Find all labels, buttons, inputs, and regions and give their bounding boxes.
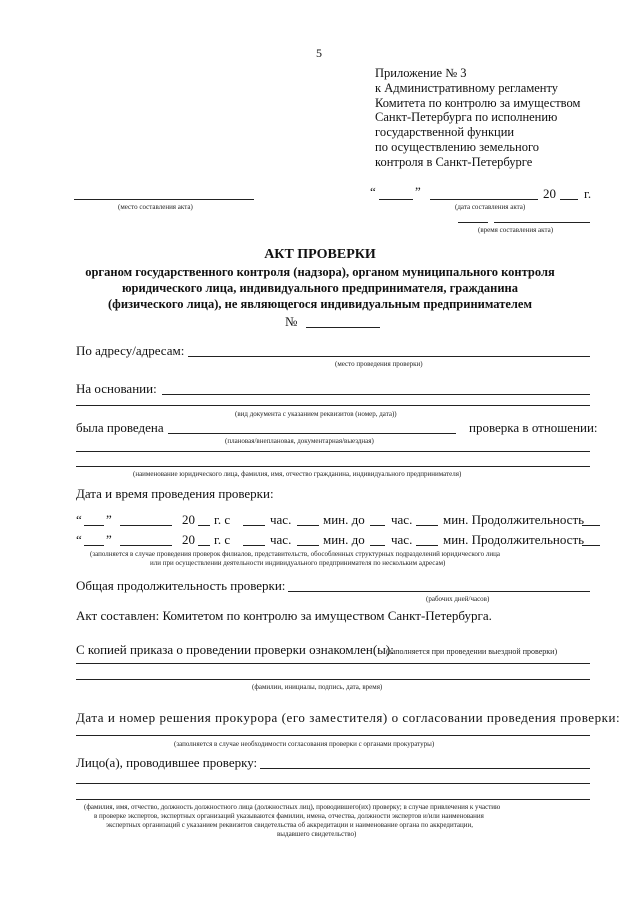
dt2-from-label: г. с xyxy=(214,532,231,547)
prosecutor-line[interactable] xyxy=(76,735,590,736)
date-month-line[interactable] xyxy=(430,199,538,200)
appendix-line: Комитета по контролю за имуществом xyxy=(375,95,581,110)
appendix-line: Приложение № 3 xyxy=(375,66,467,80)
date-quote-open: “ xyxy=(370,184,376,199)
regarding-label: проверка в отношении: xyxy=(469,420,598,435)
dt2-hour-from-line[interactable] xyxy=(243,545,265,546)
basis-line[interactable] xyxy=(162,394,590,395)
date-year-line[interactable] xyxy=(560,199,578,200)
date-quote-close: ” xyxy=(415,184,421,199)
act-subtitle-line: органом государственного контроля (надзора), органом муниципального контроля xyxy=(85,265,555,279)
prosecutor-label: Дата и номер решения прокурора (его заместителя) о согласовании проведения проверки: xyxy=(76,710,621,725)
dt1-hour-label-2: час. xyxy=(391,512,413,527)
dt2-quote-close: ” xyxy=(106,532,112,547)
dt1-min-to-label: мин. до xyxy=(323,512,365,527)
date-day-line[interactable] xyxy=(379,199,413,200)
dt2-year-prefix: 20 xyxy=(182,532,195,547)
dt1-day-line[interactable] xyxy=(84,525,104,526)
time-min-line[interactable] xyxy=(494,222,590,223)
conducted-line[interactable] xyxy=(168,433,456,434)
branches-caption-2: или при осуществлении деятельности индивидуального предпринимателя по нескольким адресам) xyxy=(150,559,446,567)
time-hour-line[interactable] xyxy=(458,222,488,223)
dt2-min-from-line[interactable] xyxy=(297,545,319,546)
entity-line-2[interactable] xyxy=(76,466,590,467)
total-duration-caption: (рабочих дней/часов) xyxy=(426,595,490,603)
copy-caption: (фамилии, инициалы, подпись, дата, время) xyxy=(252,683,383,691)
inspector-caption-2: в проверке экспертов, экспертных организаций указываются фамилии, имена, отчества, должности экспертов и/или наименования xyxy=(94,812,484,820)
dt2-quote-open: “ xyxy=(76,532,82,547)
copy-label: С копией приказа о проведении проверки ознакомлен(ы): xyxy=(76,642,394,657)
page-number: 5 xyxy=(316,46,322,60)
act-title: АКТ ПРОВЕРКИ xyxy=(264,247,376,262)
copy-line-2[interactable] xyxy=(76,679,590,680)
dt2-year-line[interactable] xyxy=(198,545,210,546)
time-caption: (время составления акта) xyxy=(478,226,554,234)
compiled-text: Акт составлен: Комитетом по контролю за имуществом Санкт-Петербурга. xyxy=(76,608,492,623)
copy-note: (заполняется при проведении выездной проверки) xyxy=(386,647,558,656)
number-sign: № xyxy=(285,314,298,329)
date-caption: (дата составления акта) xyxy=(455,203,526,211)
inspector-line[interactable] xyxy=(260,768,590,769)
dt1-min-from-line[interactable] xyxy=(297,525,319,526)
inspector-line-2[interactable] xyxy=(76,783,590,784)
inspector-label: Лицо(а), проводившее проверку: xyxy=(76,755,258,770)
dt1-year-line[interactable] xyxy=(198,525,210,526)
dt2-day-line[interactable] xyxy=(84,545,104,546)
appendix-line: по осуществлению земельного xyxy=(375,139,540,154)
prosecutor-caption: (заполняется в случае необходимости согласования проверки с органами прокуратуры) xyxy=(174,740,435,748)
act-subtitle-line: юридического лица, индивидуального предпринимателя, гражданина xyxy=(121,281,518,295)
dt2-month-line[interactable] xyxy=(120,545,172,546)
appendix-line: Санкт-Петербурга по исполнению xyxy=(375,110,558,125)
datetime-label: Дата и время проведения проверки: xyxy=(76,486,274,501)
dt1-hour-to-line[interactable] xyxy=(370,525,385,526)
appendix-line: государственной функции xyxy=(375,125,515,140)
basis-line-2[interactable] xyxy=(76,405,590,406)
conducted-label: была проведена xyxy=(76,420,164,435)
place-line[interactable] xyxy=(74,199,254,200)
dt2-hour-to-line[interactable] xyxy=(370,545,385,546)
dt1-quote-close: ” xyxy=(106,512,112,527)
entity-line[interactable] xyxy=(76,451,590,452)
total-duration-line[interactable] xyxy=(288,591,590,592)
act-subtitle-line: (физического лица), не являющегося индивидуальным предпринимателем xyxy=(108,297,532,311)
dt2-hour-label-2: час. xyxy=(391,532,413,547)
total-duration-label: Общая продолжительность проверки: xyxy=(76,578,286,593)
dt1-hour-from-line[interactable] xyxy=(243,525,265,526)
inspector-caption-4: выдавшего свидетельство) xyxy=(277,830,357,838)
dt1-year-prefix: 20 xyxy=(182,512,195,527)
dt2-min-to-line[interactable] xyxy=(416,545,438,546)
inspector-caption: (фамилия, имя, отчество, должность должностного лица (должностных лиц), проводившего(их) проверку; в случае привлечения к участию xyxy=(84,803,501,811)
address-caption: (место проведения проверки) xyxy=(335,360,423,368)
appendix-block xyxy=(375,66,580,170)
dt2-duration-label: мин. Продолжительность xyxy=(443,532,585,547)
basis-caption: (вид документа с указанием реквизитов (номер, дата)) xyxy=(235,410,397,418)
dt2-duration-line[interactable] xyxy=(582,545,600,546)
conducted-caption: (плановая/внеплановая, документарная/выездная) xyxy=(225,437,374,445)
dt1-from-label: г. с xyxy=(214,512,231,527)
branches-caption: (заполняется в случае проведения проверок филиалов, представительств, обособленных структурных подразделений юридического лица xyxy=(90,550,500,558)
appendix-line: контроля в Санкт-Петербурге xyxy=(375,154,533,169)
dt1-duration-label: мин. Продолжительность xyxy=(443,512,585,527)
basis-label: На основании: xyxy=(76,381,157,396)
entity-caption: (наименование юридического лица, фамилия, имя, отчество гражданина, индивидуального предпринимателя) xyxy=(133,470,462,478)
appendix-line: к Административному регламенту xyxy=(375,80,559,95)
dt2-hour-label: час. xyxy=(270,532,292,547)
dt1-duration-line[interactable] xyxy=(582,525,600,526)
dt1-month-line[interactable] xyxy=(120,525,172,526)
dt1-min-to-line[interactable] xyxy=(416,525,438,526)
act-number-line[interactable] xyxy=(306,327,380,328)
address-label: По адресу/адресам: xyxy=(76,343,185,358)
inspector-caption-3: экспертных организаций с указанием реквизитов свидетельства об аккредитации и наименование органа по аккредитации, xyxy=(106,821,473,829)
date-year-prefix: 20 xyxy=(543,186,556,201)
dt1-quote-open: “ xyxy=(76,512,82,527)
dt1-hour-label: час. xyxy=(270,512,292,527)
address-line[interactable] xyxy=(188,356,590,357)
copy-line[interactable] xyxy=(76,663,590,664)
date-year-suffix: г. xyxy=(584,186,592,201)
dt2-min-to-label: мин. до xyxy=(323,532,365,547)
place-caption: (место составления акта) xyxy=(118,203,193,211)
inspector-line-3[interactable] xyxy=(76,799,590,800)
